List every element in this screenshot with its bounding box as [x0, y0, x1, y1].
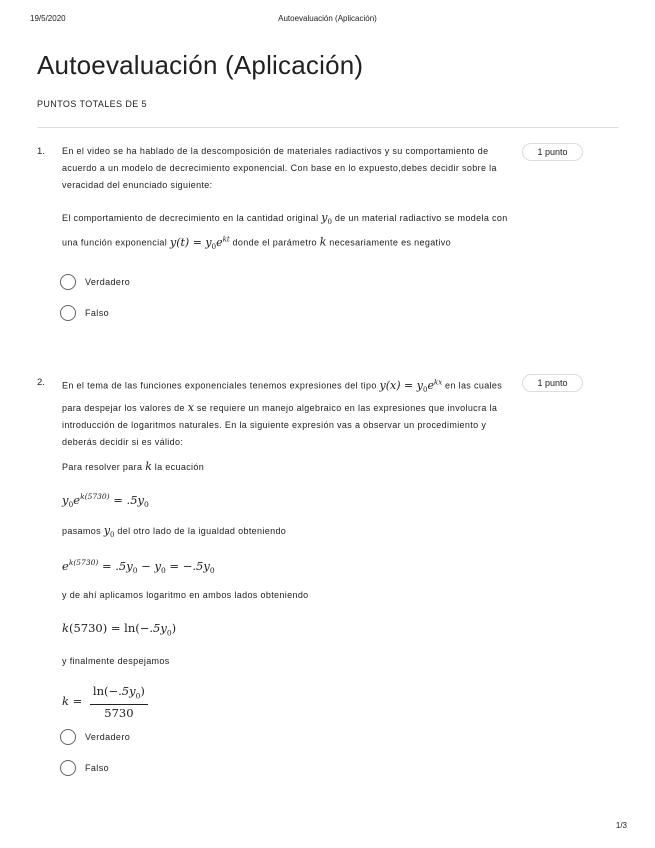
radio-button[interactable] — [60, 274, 76, 290]
math-k: k — [319, 235, 327, 249]
question-number: 1. — [37, 146, 45, 157]
question-text — [62, 374, 517, 451]
option-label: Falso — [85, 763, 110, 773]
radio-button[interactable] — [60, 729, 76, 745]
print-header — [30, 14, 625, 26]
option-label: Verdadero — [85, 277, 131, 287]
equation-3: $k(5730) = \ln(-.5y_0)$ — [62, 621, 177, 638]
equation-2: $e^{k(5730)} = .5y_0 - y_0 = -.5y_0$ — [62, 558, 215, 576]
question-paragraph: En el tema de las funciones exponenciales tenemos expresiones del tipo $y(x) = y_0e^{kx}$ en las cuales para despejar los valores de x se requiere un manejo algebraico en las expresiones que involucra la introducción de logaritmos naturales. En la siguiente expresión vas a observar un procedimiento y deberás decidir si es válido: — [62, 378, 503, 447]
step-2-text: pasamos $y_0$ del otro lado de la igualdad obteniendo — [62, 524, 287, 540]
math-x: x — [187, 400, 194, 414]
radio-button[interactable] — [60, 760, 76, 776]
math-y0: $y_0$ — [103, 524, 115, 540]
option-label: Falso — [85, 308, 110, 318]
equation-4: k = $\frac{\ln(-.5y_0)}{5730}$ — [62, 684, 517, 720]
print-date: 19/5/2020 — [30, 14, 66, 23]
step-3-text: y de ahí aplicamos logaritmo en ambos lados obteniendo — [62, 590, 309, 600]
header-divider — [37, 127, 619, 128]
equation-1: $y_0e^{k(5730)} = .5y_0$ — [62, 492, 149, 510]
option-label: Verdadero — [85, 732, 131, 742]
question-number: 2. — [37, 377, 45, 388]
math-exponential-type: $y(x) = y_0e^{kx}$ — [379, 378, 443, 394]
math-y0: $y_0$ — [321, 211, 332, 227]
question-paragraph: En el video se ha hablado de la descomposición de materiales radiactivos y su comportamiento de acuerdo a un modelo de decrecimiento exponencial. Con base en lo expuesto,debes decidir sobre la veracidad del enunciado siguiente: — [62, 146, 497, 190]
points-badge: 1 punto — [522, 374, 583, 392]
print-title: Autoevaluación (Aplicación) — [278, 14, 377, 23]
question-text — [62, 143, 517, 256]
form-title: Autoevaluación (Aplicación) — [37, 50, 364, 80]
points-badge: 1 punto — [522, 143, 583, 161]
total-points: PUNTOS TOTALES DE 5 — [37, 99, 147, 109]
math-k: k — [145, 460, 152, 473]
page-number: 1/3 — [615, 821, 627, 830]
step-4-text: y finalmente despejamos — [62, 656, 170, 666]
radio-button[interactable] — [60, 305, 76, 321]
step-1-text: Para resolver para k la ecuación — [62, 460, 205, 473]
question-statement: El comportamiento de decrecimiento en la cantidad original $y_0$ de un material radiactivo se modela con una función exponencial $y(t) = y_0e^{kt}$ donde el parámetro k necesariamente es negativo — [62, 211, 508, 252]
math-exponential-model: $y(t) = y_0e^{kt}$ — [169, 235, 230, 252]
